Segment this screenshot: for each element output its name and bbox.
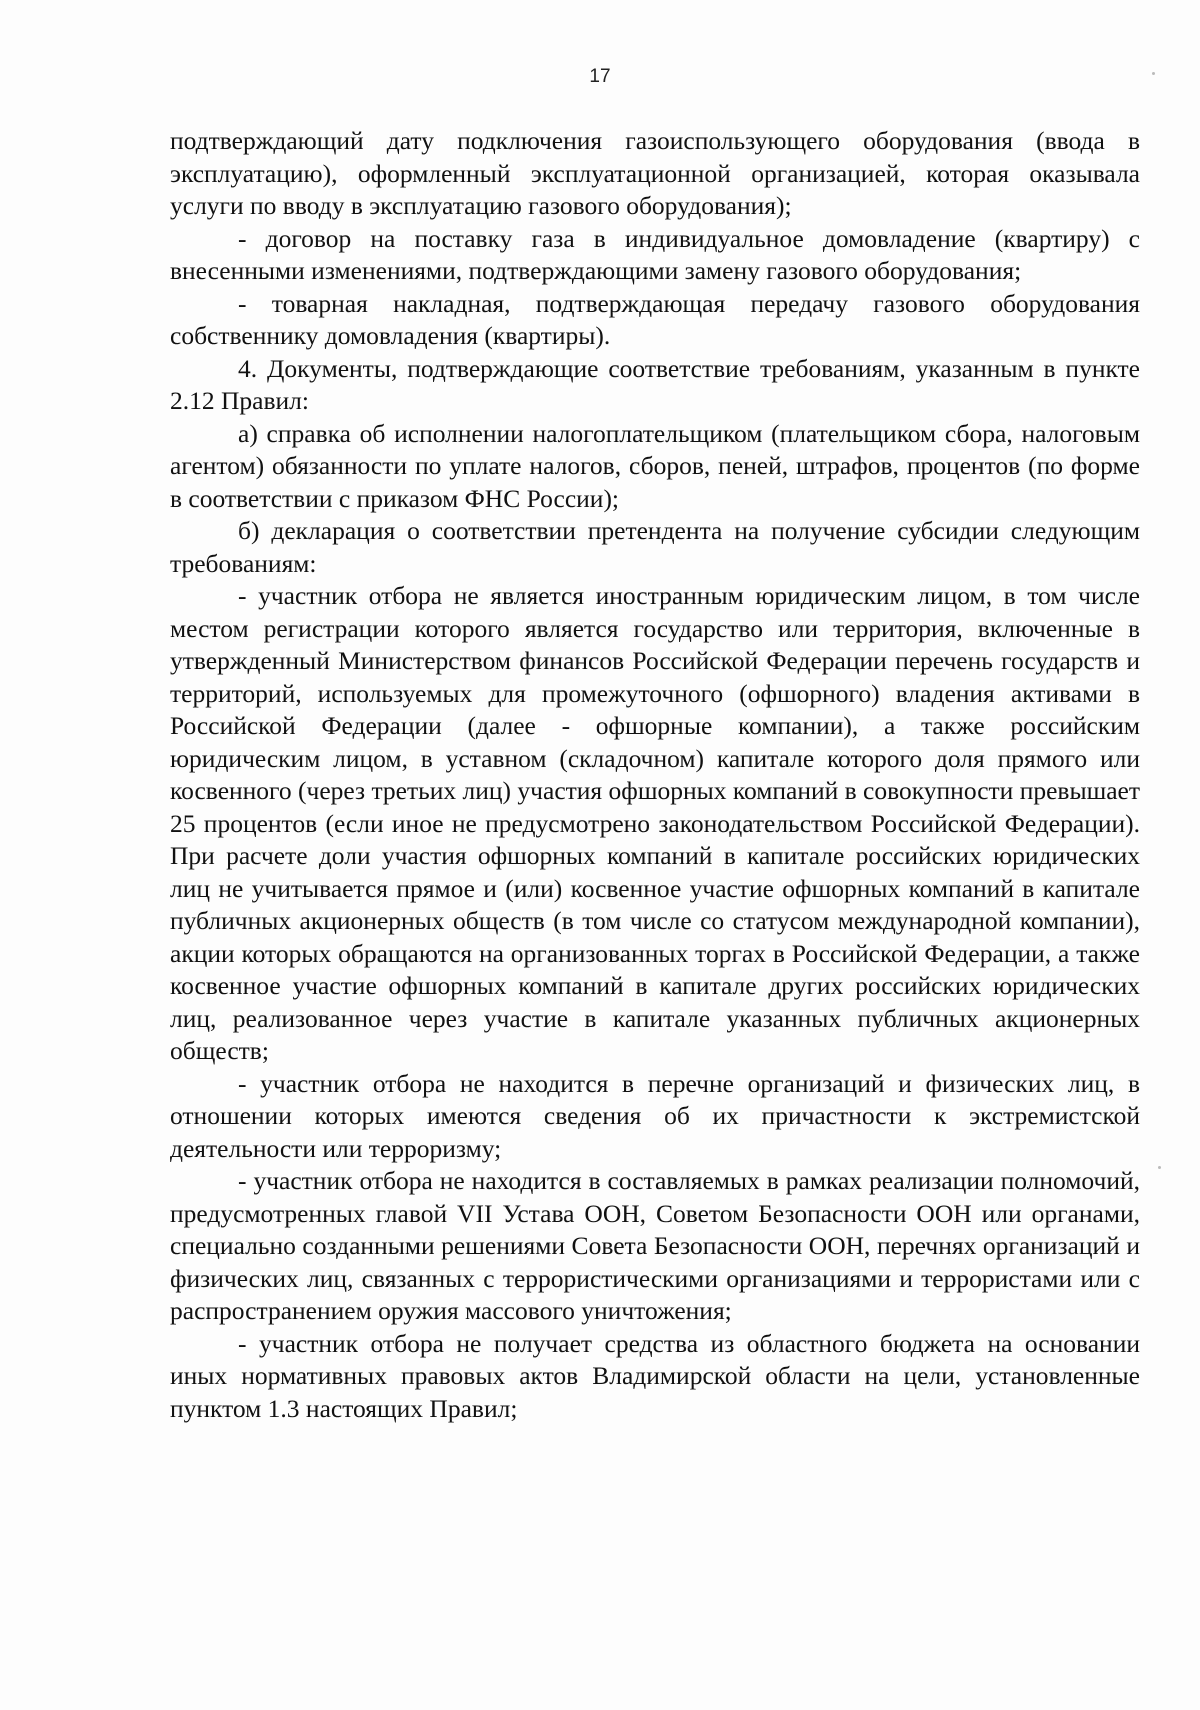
page-number: 17 xyxy=(589,66,611,87)
paragraph-waybill: - товарная накладная, подтверждающая передачу газового оборудования собственнику домовладения (квартиры). xyxy=(170,288,1140,350)
paragraph-extremism: - участник отбора не находится в перечне организаций и физических лиц, в отношении которых имеются сведения об их причастности к экстремистской деятельности или терроризму; xyxy=(170,1068,1140,1163)
paragraph-offshore: - участник отбора не является иностранным юридическим лицом, в том числе местом регистрации которого является государство или территория, включенные в утвержденный Министерством финансов Российской Федерации перечень государств и территорий, используемых для промежуточного (офшорного) владения активами в Российской Федерации (далее - офшорные компании), а также российским юридическим лицом, в уставном (складочном) капитале которого доля прямого или косвенного (через третьих лиц) участия офшорных компаний в совокупности превышает 25 процентов (если иное не предусмотрено законодательством Российской Федерации). При расчете доли участия офшорных компаний в капитале российских юридических лиц не учитывается прямое и (или) косвенное участие офшорных компаний в капитале публичных акционерных обществ (в том числе со статусом международной компании), акции которых обращаются на организованных торгах в Российской Федерации, а также косвенное участие офшорных компаний в капитале других российских юридических лиц, реализованное через участие в капитале указанных публичных акционерных обществ; xyxy=(170,581,1140,1065)
scan-speck xyxy=(1158,1166,1161,1169)
paragraph-item-a: а) справка об исполнении налогоплательщиком (плательщиком сбора, налоговым агентом) обязанности по уплате налогов, сборов, пеней, штрафов, процентов (по форме в соответствии с приказом ФНС России); xyxy=(170,418,1140,513)
paragraph-item-b: б) декларация о соответствии претендента на получение субсидии следующим требованиям: xyxy=(170,516,1140,578)
paragraph-continuation: подтверждающий дату подключения газоиспользующего оборудования (ввода в эксплуатацию), оформленный эксплуатационной организацией, которая оказывала услуги по вводу в эксплуатацию газового оборудования); xyxy=(170,126,1140,220)
paragraph-un-lists: - участник отбора не находится в составляемых в рамках реализации полномочий, предусмотренных главой VII Устава ООН, Советом Безопасности ООН или органами, специально созданными решениями Совета Безопасности ООН, перечнях организаций и физических лиц, связанных с террористическими организациями и террористами или с распространением оружия массового уничтожения; xyxy=(170,1166,1140,1325)
paragraph-regional-budget: - участник отбора не получает средства из областного бюджета на основании иных нормативных правовых актов Владимирской области на цели, установленные пунктом 1.3 настоящих Правил; xyxy=(170,1328,1140,1423)
scan-speck xyxy=(1152,72,1155,75)
document-body xyxy=(170,125,1140,1425)
paragraph-item-4: 4. Документы, подтверждающие соответствие требованиям, указанным в пункте 2.12 Правил: xyxy=(170,353,1140,415)
paragraph-gas-contract: - договор на поставку газа в индивидуальное домовладение (квартиру) с внесенными изменениями, подтверждающими замену газового оборудования; xyxy=(170,223,1140,285)
